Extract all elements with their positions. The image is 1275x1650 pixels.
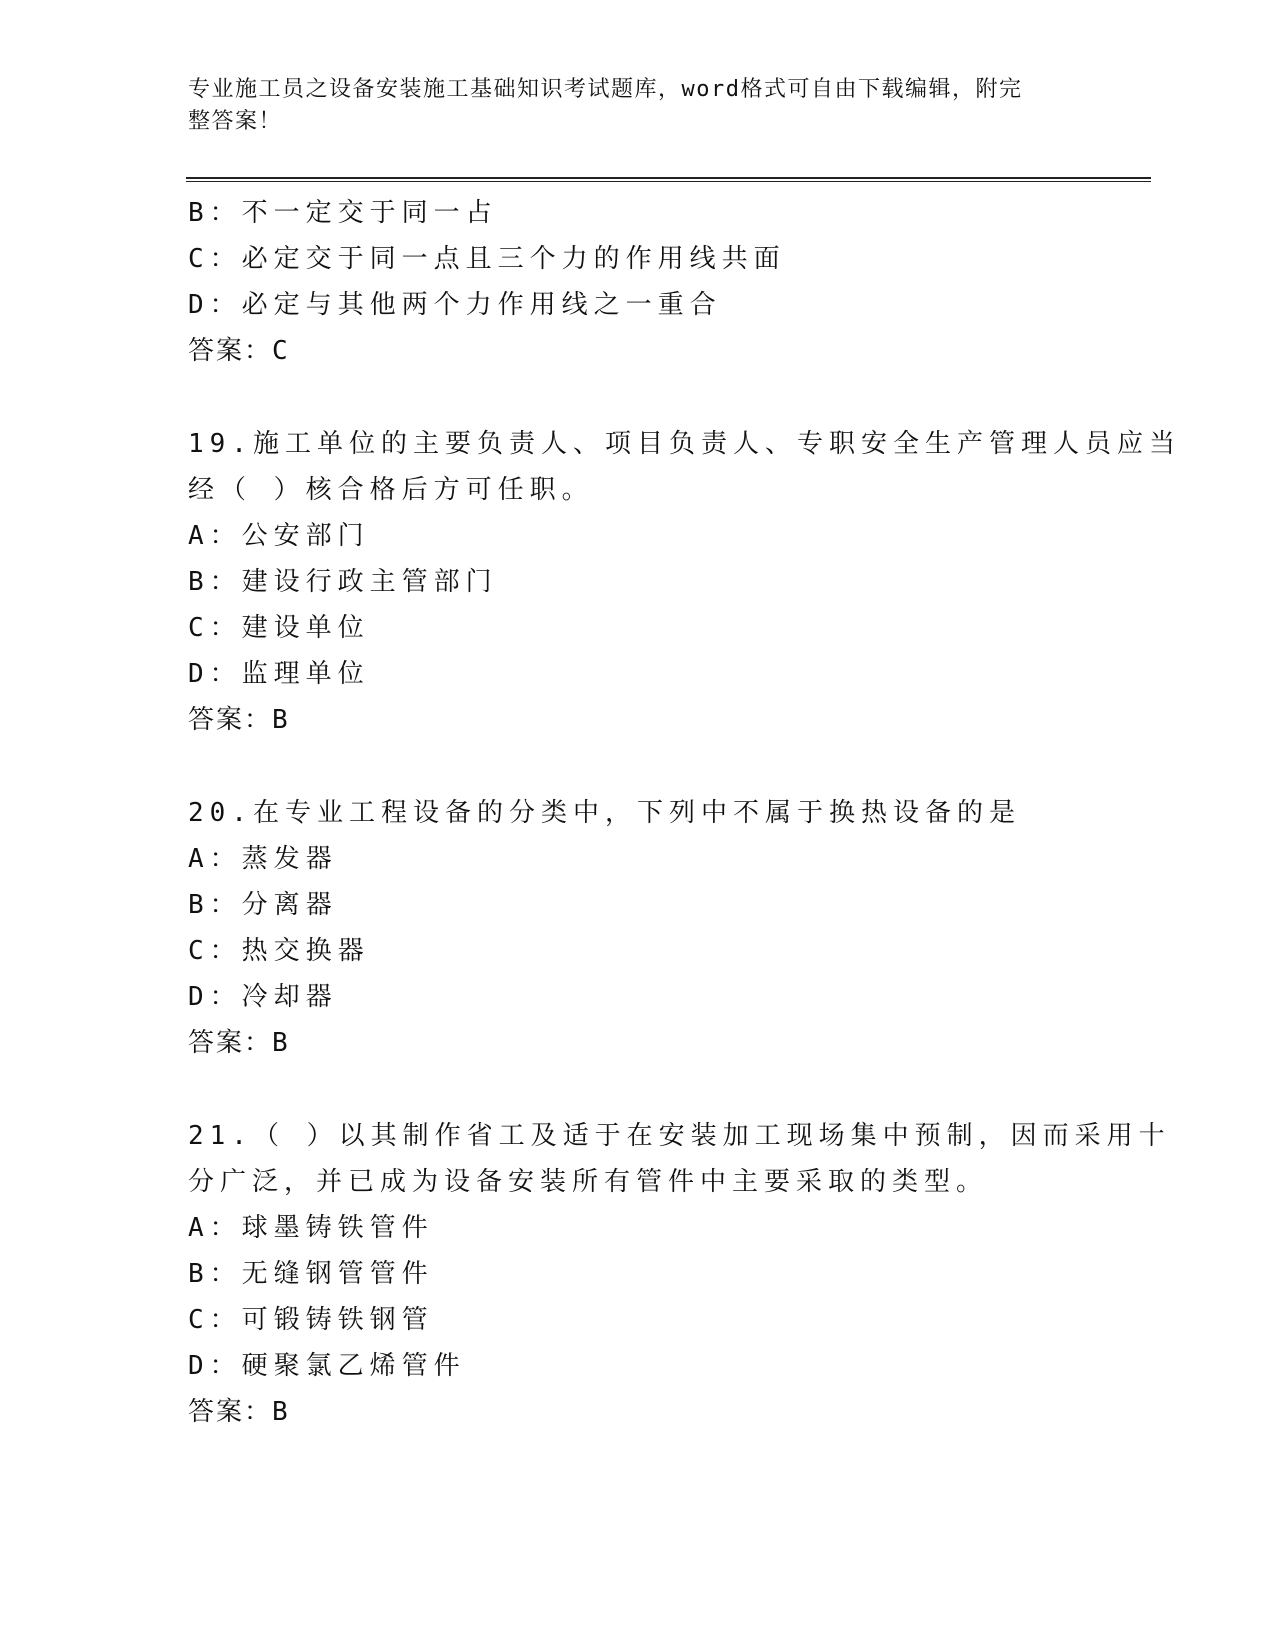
option-d: D：监理单位 [188,659,370,689]
question-stem [188,1113,1171,1205]
question-stem [188,790,1088,836]
header-line-2: 整答案！ [188,109,283,134]
option-c: C：必定交于同一点且三个力的作用线共面 [188,244,786,274]
option-a: A：球墨铸铁管件 [188,1213,434,1243]
question-18-continued [188,190,1088,374]
answer: 答案：B [188,1028,290,1058]
option-d: D：冷却器 [188,982,338,1012]
option-b: B：不一定交于同一占 [188,198,498,228]
answer: 答案：C [188,336,290,366]
question-21 [188,1113,1171,1435]
option-b: B：无缝钢管管件 [188,1259,434,1289]
question-stem [188,421,1181,513]
answer: 答案：B [188,1397,290,1427]
header-line-1: 专业施工员之设备安装施工基础知识考试题库，word格式可自由下载编辑，附完 [188,77,1023,102]
option-c: C：可锻铸铁钢管 [188,1305,434,1335]
stem-line: 21.（ ）以其制作省工及适于在安装加工现场集中预制，因而采用十 [188,1121,1171,1151]
stem-line: 19.施工单位的主要负责人、项目负责人、专职安全生产管理人员应当 [188,429,1181,459]
option-a: A：公安部门 [188,521,370,551]
option-b: B：建设行政主管部门 [188,567,498,597]
question-list [188,190,1181,1435]
option-d: D：硬聚氯乙烯管件 [188,1351,466,1381]
answer: 答案：B [188,705,290,735]
option-a: A：蒸发器 [188,844,338,874]
option-d: D：必定与其他两个力作用线之一重合 [188,290,722,320]
stem-line: 分广泛，并已成为设备安装所有管件中主要采取的类型。 [188,1167,989,1197]
document-header [188,74,1068,138]
option-c: C：热交换器 [188,936,370,966]
header-divider [186,177,1151,182]
option-c: C：建设单位 [188,613,370,643]
option-b: B：分离器 [188,890,338,920]
stem-line: 20.在专业工程设备的分类中，下列中不属于换热设备的是 [188,798,1021,828]
stem-line: 经（ ）核合格后方可任职。 [188,475,594,505]
question-19 [188,421,1181,743]
question-20 [188,790,1088,1066]
